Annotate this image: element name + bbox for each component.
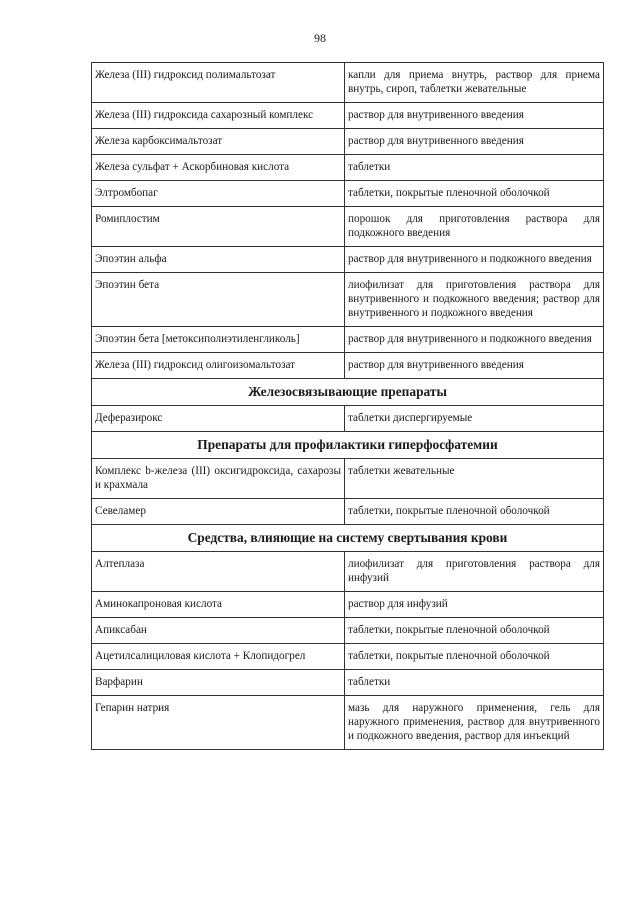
drug-form: раствор для внутривенного и подкожного введения	[345, 247, 604, 273]
table-row	[92, 247, 604, 273]
page-number: 98	[314, 31, 326, 45]
drug-form: раствор для внутривенного введения	[345, 129, 604, 155]
table-row	[92, 552, 604, 592]
drug-name: Железа (III) гидроксида сахарозный комплекс	[92, 103, 345, 129]
section-heading: Железосвязывающие препараты	[92, 379, 604, 406]
drug-table	[91, 62, 604, 750]
table-row	[92, 327, 604, 353]
section-heading: Средства, влияющие на систему свертывания крови	[92, 525, 604, 552]
table-row	[92, 459, 604, 499]
drug-name: Апиксабан	[92, 618, 345, 644]
drug-name: Варфарин	[92, 670, 345, 696]
drug-form: раствор для инфузий	[345, 592, 604, 618]
table-row	[92, 103, 604, 129]
drug-form: таблетки	[345, 155, 604, 181]
drug-name: Железа (III) гидроксид полимальтозат	[92, 63, 345, 103]
table-row	[92, 499, 604, 525]
table-row	[92, 696, 604, 750]
drug-name: Элтромбопаг	[92, 181, 345, 207]
table-row	[92, 207, 604, 247]
section-row	[92, 379, 604, 406]
table-row	[92, 592, 604, 618]
section-row	[92, 525, 604, 552]
drug-form: таблетки диспергируемые	[345, 406, 604, 432]
drug-form: раствор для внутривенного введения	[345, 353, 604, 379]
drug-name: Ацетилсалициловая кислота + Клопидогрел	[92, 644, 345, 670]
drug-name: Эпоэтин бета [метоксиполиэтиленгликоль]	[92, 327, 345, 353]
drug-form: капли для приема внутрь, раствор для приема внутрь, сироп, таблетки жевательные	[345, 63, 604, 103]
table-row	[92, 129, 604, 155]
drug-form: порошок для приготовления раствора для подкожного введения	[345, 207, 604, 247]
drug-name: Гепарин натрия	[92, 696, 345, 750]
table-row	[92, 406, 604, 432]
drug-name: Ромиплостим	[92, 207, 345, 247]
drug-form: таблетки, покрытые пленочной оболочкой	[345, 618, 604, 644]
drug-form: таблетки, покрытые пленочной оболочкой	[345, 499, 604, 525]
drug-name: Комплекс b-железа (III) оксигидроксида, сахарозы и крахмала	[92, 459, 345, 499]
table-row	[92, 644, 604, 670]
drug-name: Алтеплаза	[92, 552, 345, 592]
table-row	[92, 670, 604, 696]
section-row	[92, 432, 604, 459]
drug-form: раствор для внутривенного и подкожного введения	[345, 327, 604, 353]
drug-name: Эпоэтин альфа	[92, 247, 345, 273]
table-row	[92, 63, 604, 103]
drug-name: Железа (III) гидроксид олигоизомальтозат	[92, 353, 345, 379]
drug-form: лиофилизат для приготовления раствора для внутривенного и подкожного введения; раствор для внутривенного и подкожного введения	[345, 273, 604, 327]
drug-form: таблетки, покрытые пленочной оболочкой	[345, 644, 604, 670]
table-row	[92, 618, 604, 644]
table-row	[92, 155, 604, 181]
table-row	[92, 181, 604, 207]
section-heading: Препараты для профилактики гиперфосфатемии	[92, 432, 604, 459]
drug-form: таблетки	[345, 670, 604, 696]
table-row	[92, 353, 604, 379]
drug-form: раствор для внутривенного введения	[345, 103, 604, 129]
drug-name: Севеламер	[92, 499, 345, 525]
drug-form: мазь для наружного применения, гель для наружного применения, раствор для внутривенного и подкожного введения, раствор для инъекций	[345, 696, 604, 750]
drug-name: Железа сульфат + Аскорбиновая кислота	[92, 155, 345, 181]
drug-form: таблетки, покрытые пленочной оболочкой	[345, 181, 604, 207]
drug-form: лиофилизат для приготовления раствора для инфузий	[345, 552, 604, 592]
table-row	[92, 273, 604, 327]
drug-name: Железа карбоксимальтозат	[92, 129, 345, 155]
drug-name: Эпоэтин бета	[92, 273, 345, 327]
drug-form: таблетки жевательные	[345, 459, 604, 499]
drug-name: Деферазирокс	[92, 406, 345, 432]
drug-name: Аминокапроновая кислота	[92, 592, 345, 618]
